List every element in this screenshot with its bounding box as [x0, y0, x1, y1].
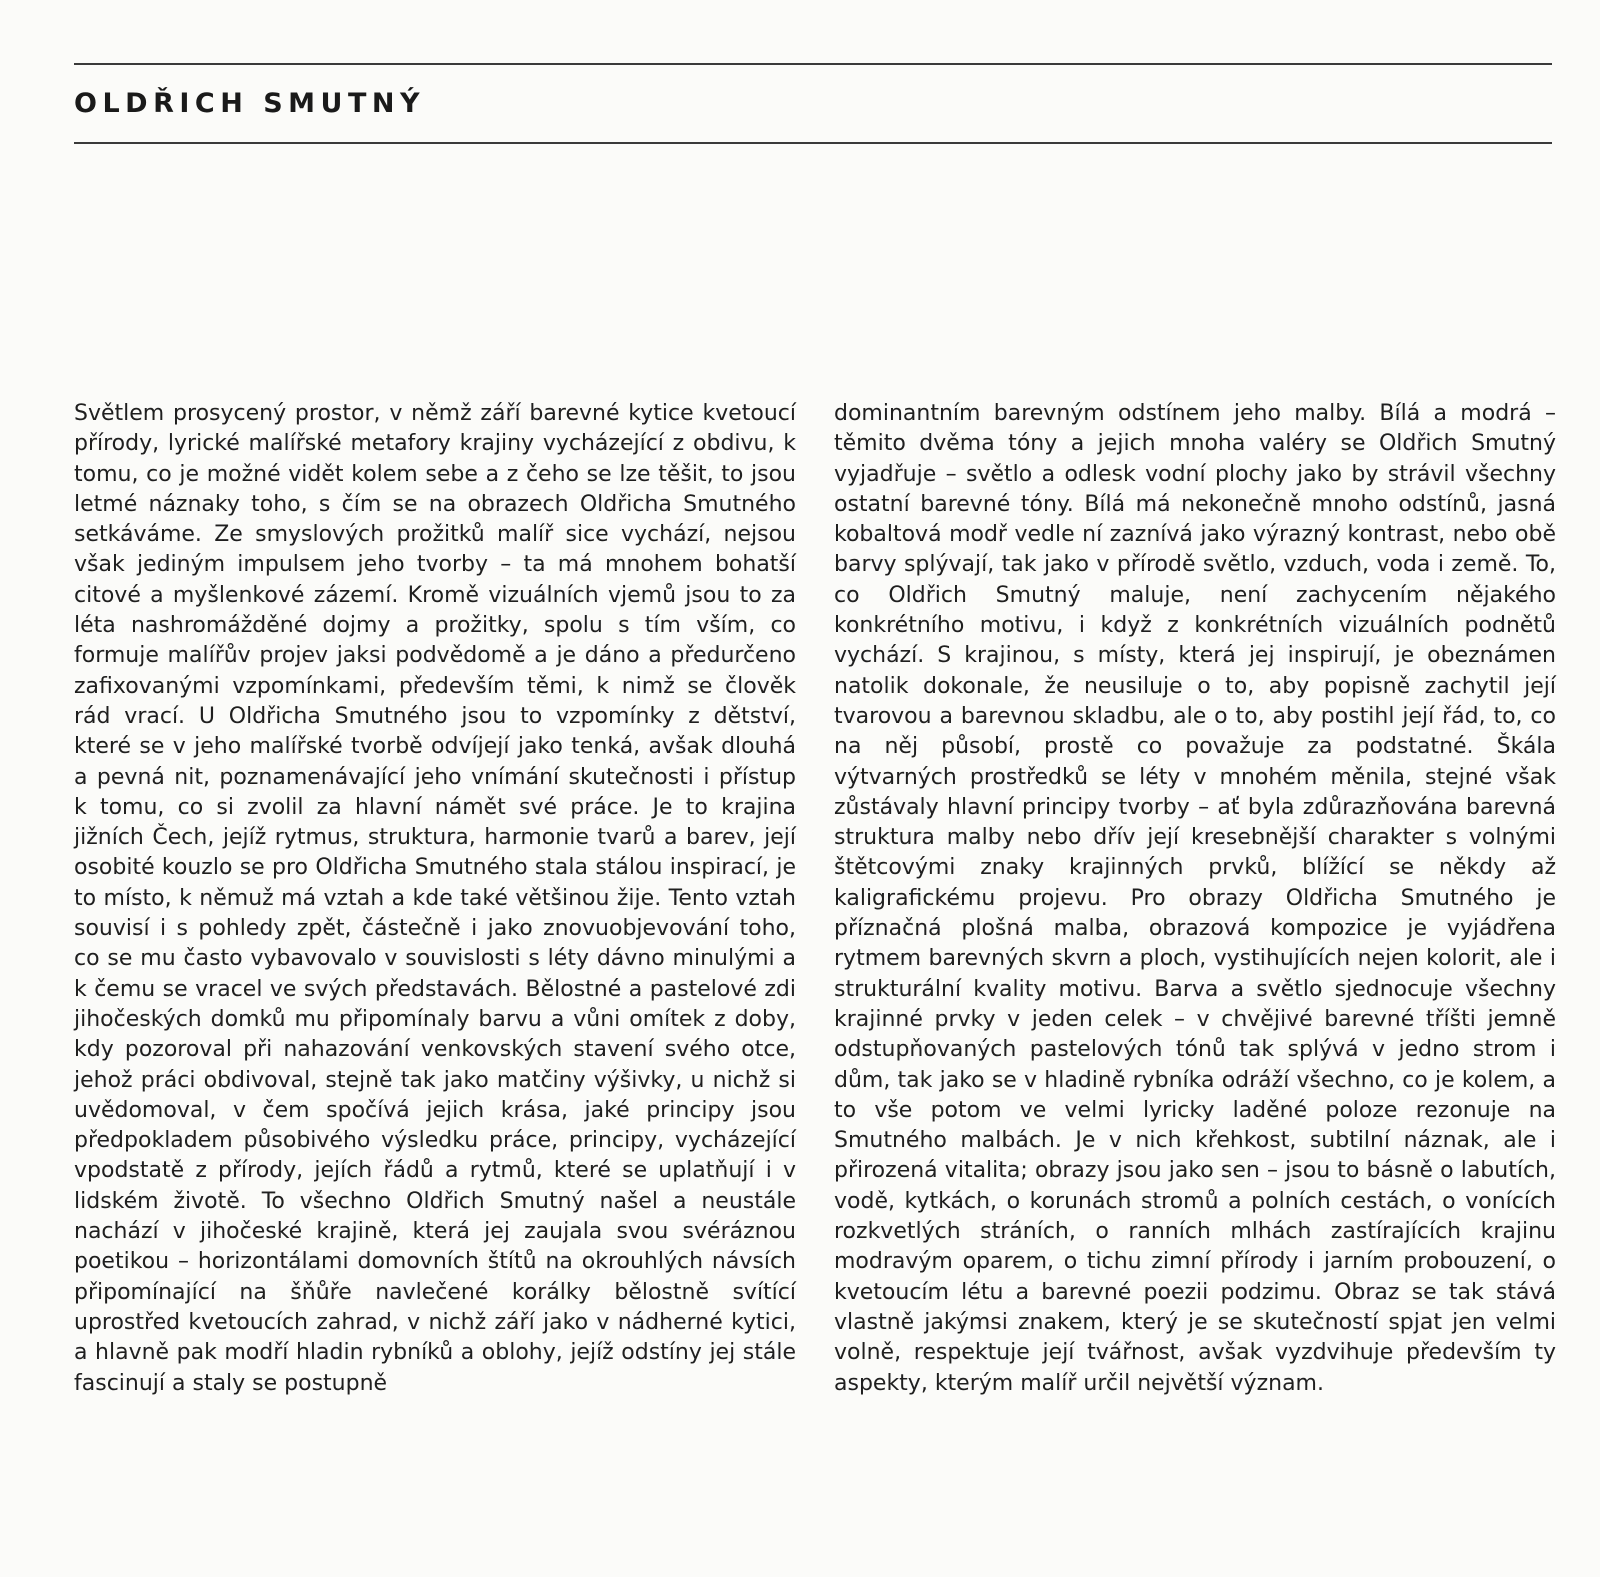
text-column-right [834, 399, 1556, 1549]
body-paragraph-left: Světlem prosycený prostor, v němž září barevné kytice kvetoucí přírody, lyrické malířské metafory krajiny vycházející z obdivu, k tomu, co je možné vidět kolem sebe a z čeho se lze těšit, to jsou letmé náznaky toho, s čím se na obrazech Oldřicha Smutného setkáváme. Ze smyslových prožitků malíř sice vychází, nejsou však jediným impulsem jeho tvorby – ta má mnohem bohatší citové a myšlenkové zázemí. Kromě vizuálních vjemů jsou to za léta nashromážděné dojmy a prožitky, spolu s tím vším, co formuje malířův projev jaksi podvědomě a je dáno a předurčeno zafixovanými vzpomínkami, především těmi, k nimž se člověk rád vrací. U Oldřicha Smutného jsou to vzpomínky z dětství, které se v jeho malířské tvorbě odvíjejí jako tenká, avšak dlouhá a pevná nit, poznamenávající jeho vnímání skutečnosti i přístup k tomu, co si zvolil za hlavní námět své práce. Je to krajina jižních Čech, jejíž rytmus, struktura, harmonie tvarů a barev, její osobité kouzlo se pro Oldřicha Smutného stala stálou inspirací, je to místo, k němuž má vztah a kde také většinou žije. Tento vztah souvisí i s pohledy zpět, částečně i jako znovuobjevování toho, co se mu často vybavovalo v souvislosti s léty dávno minulými a k čemu se vracel ve svých představách. Bělostné a pastelové zdi jihočeských domků mu připomínaly barvu a vůni omítek z doby, kdy pozoroval při nahazování venkovských stavení svého otce, jehož práci obdivoval, stejně tak jako matčiny výšivky, u nichž si uvědomoval, v čem spočívá jejich krása, jaké principy jsou předpokladem působivého výsledku práce, principy, vycházející vpodstatě z přírody, jejích řádů a rytmů, které se uplatňují i v lidském životě. To všechno Oldřich Smutný našel a neustále nachází v jihočeské krajině, která jej zaujala svou svéráznou poetikou – horizontálami domovních štítů na okrouhlých návsích připomínající na šňůře navlečené korálky bělostně svítící uprostřed kvetoucích zahrad, v nichž září jako v nádherné kytici, a hlavně pak modří hladin rybníků a oblohy, jejíž odstíny jej stále fascinují a staly se postupně [74, 401, 796, 1396]
text-column-left [74, 399, 796, 1549]
body-paragraph-right: dominantním barevným odstínem jeho malby. Bílá a modrá – těmito dvěma tóny a jejich mnoha valéry se Oldřich Smutný vyjadřuje – světlo a odlesk vodní plochy jako by strávil všechny ostatní barevné tóny. Bílá má nekonečně mnoho odstínů, jasná kobaltová modř vedle ní zaznívá jako výrazný kontrast, nebo obě barvy splývají, tak jako v přírodě světlo, vzduch, voda i země. To, co Oldřich Smutný maluje, není zachycením nějakého konkrétního motivu, i když z konkrétních vizuálních podnětů vychází. S krajinou, s místy, která jej inspirují, je obeznámen natolik dokonale, že neusiluje o to, aby popisně zachytil její tvarovou a barevnou skladbu, ale o to, aby postihl její řád, to, co na něj působí, prostě co považuje za podstatné. Škála výtvarných prostředků se léty v mnohém měnila, stejné však zůstávaly hlavní principy tvorby – ať byla zdůrazňována barevná struktura malby nebo dřív její kresebnější charakter s volnými štětcovými znaky krajinných prvků, blížící se někdy až kaligrafickému projevu. Pro obrazy Oldřicha Smutného je příznačná plošná malba, obrazová kompozice je vyjádřena rytmem barevných skvrn a ploch, vystihujících nejen kolorit, ale i strukturální kvality motivu. Barva a světlo sjednocuje všechny krajinné prvky v jeden celek – v chvějivé barevné tříšti jemně odstupňovaných pastelových tónů tak splývá v jedno strom i dům, tak jako se v hladině rybníka odráží všechno, co je kolem, a to vše potom ve velmi lyricky laděné poloze rezonuje na Smutného malbách. Je v nich křehkost, subtilní náznak, ale i přirozená vitalita; obrazy jsou jako sen – jsou to básně o labutích, vodě, kytkách, o korunách stromů a polních cestách, o vonících rozkvetlých stráních, o ranních mlhách zastírajících krajinu modravým oparem, o tichu zimní přírody i jarním probouzení, o kvetoucím létu a barevné poezii podzimu. Obraz se tak stává vlastně jakýmsi znakem, který je se skutečností spjat jen velmi volně, respektuje její tvářnost, avšak vyzdvihuje především ty aspekty, kterým malíř určil největší význam. [834, 401, 1556, 1396]
header-top-rule [74, 63, 1552, 65]
header-bottom-rule [74, 142, 1552, 144]
page-title: OLDŘICH SMUTNÝ [74, 88, 426, 119]
